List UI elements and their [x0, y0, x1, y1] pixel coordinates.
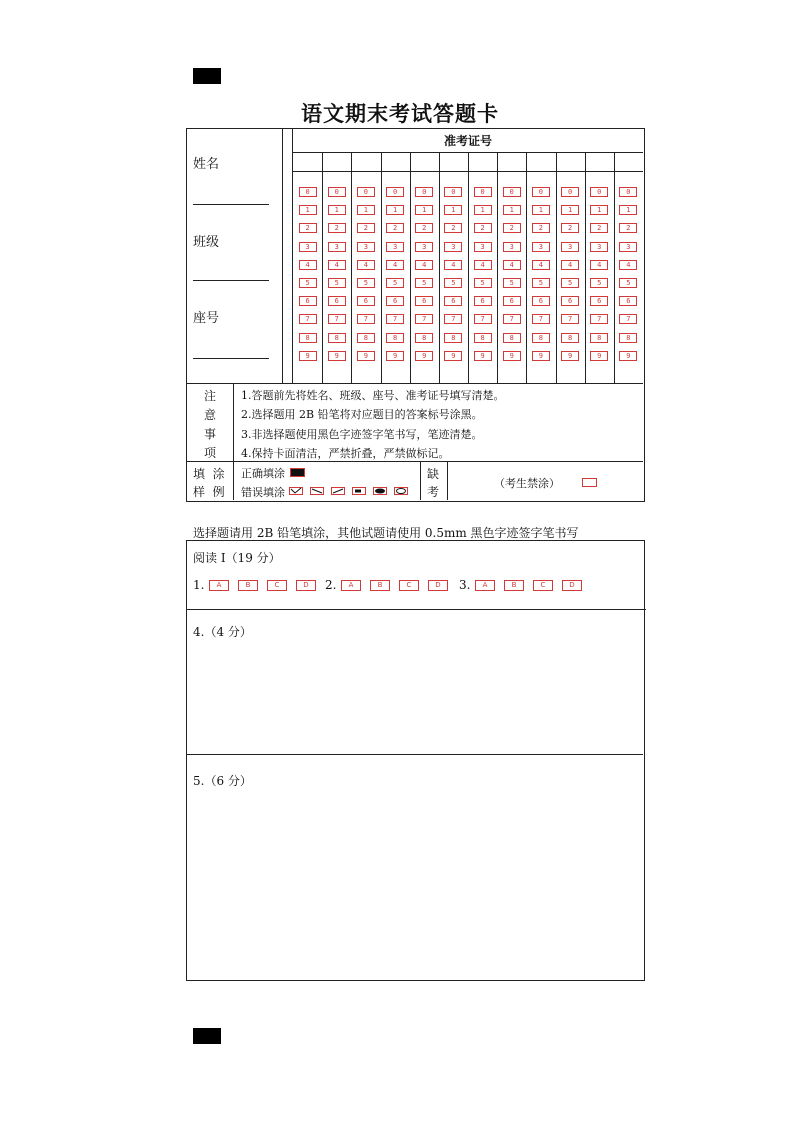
- absent-bubble[interactable]: [582, 478, 597, 487]
- exam-id-bubble[interactable]: 1: [386, 205, 404, 215]
- instruction-line: 选择题请用 2B 铅笔填涂，其他试题请使用 0.5mm 黑色字迹签字笔书写: [193, 526, 579, 540]
- fill-side-label-2: 样 例: [193, 485, 225, 499]
- exam-id-bubble[interactable]: 7: [590, 314, 608, 324]
- exam-id-bubble[interactable]: 4: [590, 260, 608, 270]
- exam-id-bubble[interactable]: 6: [503, 296, 521, 306]
- choice-bubble-b[interactable]: B: [238, 580, 258, 591]
- exam-id-bubble[interactable]: 5: [415, 278, 433, 288]
- exam-id-entry-box[interactable]: [615, 153, 642, 170]
- exam-id-bubble[interactable]: 0: [503, 187, 521, 197]
- exam-id-bubble[interactable]: 2: [328, 223, 346, 233]
- exam-id-bubble[interactable]: 0: [299, 187, 317, 197]
- exam-id-bubble[interactable]: 3: [415, 242, 433, 252]
- note-item-4: 4.保持卡面清洁，严禁折叠，严禁做标记。: [241, 447, 450, 460]
- wrong-fill-label: 错误填涂: [241, 486, 285, 499]
- exam-id-bubble[interactable]: 3: [299, 242, 317, 252]
- exam-id-bubble[interactable]: 6: [299, 296, 317, 306]
- exam-id-bubble[interactable]: 1: [415, 205, 433, 215]
- correct-fill-label: 正确填涂: [241, 467, 285, 480]
- exam-id-entry-box[interactable]: [323, 153, 350, 170]
- question-number: 3.: [459, 578, 471, 592]
- exam-id-bubble[interactable]: 5: [299, 278, 317, 288]
- exam-id-bubble[interactable]: 1: [590, 205, 608, 215]
- exam-id-bubble[interactable]: 7: [299, 314, 317, 324]
- exam-id-bubble[interactable]: 3: [386, 242, 404, 252]
- question-4-label: 4.（4 分）: [193, 625, 252, 639]
- exam-id-entry-box[interactable]: [498, 153, 525, 170]
- exam-id-bubble[interactable]: 5: [474, 278, 492, 288]
- exam-id-bubble[interactable]: 9: [474, 351, 492, 361]
- exam-id-bubble[interactable]: 6: [590, 296, 608, 306]
- exam-id-bubble[interactable]: 4: [619, 260, 637, 270]
- exam-id-bubble[interactable]: 1: [532, 205, 550, 215]
- fill-side-label-1: 填 涂: [193, 467, 225, 481]
- exam-id-bubble[interactable]: 1: [328, 205, 346, 215]
- exam-id-entry-box[interactable]: [382, 153, 409, 170]
- exam-id-bubble[interactable]: 6: [328, 296, 346, 306]
- exam-id-bubble[interactable]: 9: [619, 351, 637, 361]
- exam-id-bubble[interactable]: 8: [474, 333, 492, 343]
- exam-id-entry-box[interactable]: [586, 153, 613, 170]
- exam-id-bubble[interactable]: 5: [590, 278, 608, 288]
- exam-id-bubble[interactable]: 8: [386, 333, 404, 343]
- exam-id-bubble[interactable]: 0: [590, 187, 608, 197]
- exam-id-bubble[interactable]: 4: [532, 260, 550, 270]
- exam-id-bubble[interactable]: 5: [532, 278, 550, 288]
- exam-id-bubble[interactable]: 8: [619, 333, 637, 343]
- registration-marker-bottom: [193, 1028, 221, 1044]
- exam-id-bubble[interactable]: 9: [444, 351, 462, 361]
- exam-id-bubble[interactable]: 5: [561, 278, 579, 288]
- exam-id-bubble[interactable]: 3: [590, 242, 608, 252]
- choice-bubble-d[interactable]: D: [562, 580, 582, 591]
- choice-bubble-d[interactable]: D: [428, 580, 448, 591]
- choice-bubble-c[interactable]: C: [399, 580, 419, 591]
- notes-side-1: 注: [203, 389, 216, 403]
- exam-id-bubble[interactable]: 4: [328, 260, 346, 270]
- registration-marker-top: [193, 68, 221, 84]
- exam-id-bubble[interactable]: 7: [532, 314, 550, 324]
- exam-id-bubble[interactable]: 7: [561, 314, 579, 324]
- exam-id-bubble[interactable]: 6: [532, 296, 550, 306]
- exam-id-bubble[interactable]: 4: [444, 260, 462, 270]
- exam-id-bubble[interactable]: 3: [328, 242, 346, 252]
- exam-id-bubble[interactable]: 6: [561, 296, 579, 306]
- exam-id-bubble[interactable]: 8: [328, 333, 346, 343]
- exam-id-bubble[interactable]: 7: [415, 314, 433, 324]
- exam-id-bubble[interactable]: 1: [561, 205, 579, 215]
- exam-id-bubble[interactable]: 0: [474, 187, 492, 197]
- absent-note: （考生禁涂）: [494, 477, 560, 490]
- exam-id-bubble[interactable]: 8: [415, 333, 433, 343]
- notes-side-3: 事: [203, 427, 216, 441]
- class-field[interactable]: [193, 280, 269, 281]
- exam-id-bubble[interactable]: 4: [474, 260, 492, 270]
- exam-id-bubble[interactable]: 3: [561, 242, 579, 252]
- exam-id-bubble[interactable]: 2: [561, 223, 579, 233]
- notes-side-2: 意: [203, 408, 216, 422]
- section-title: 阅读 I（19 分）: [193, 551, 281, 565]
- note-item-2: 2.选择题用 2B 铅笔将对应题目的答案标号涂黑。: [241, 408, 483, 421]
- exam-id-bubble[interactable]: 9: [386, 351, 404, 361]
- exam-id-bubble[interactable]: 2: [503, 223, 521, 233]
- exam-id-bubble[interactable]: 3: [619, 242, 637, 252]
- question-4-answer-area[interactable]: [187, 640, 643, 753]
- exam-id-bubble[interactable]: 2: [444, 223, 462, 233]
- exam-id-bubble[interactable]: 9: [299, 351, 317, 361]
- exam-id-bubble[interactable]: 6: [474, 296, 492, 306]
- exam-id-bubble[interactable]: 3: [532, 242, 550, 252]
- question-5-label: 5.（6 分）: [193, 774, 252, 788]
- exam-id-bubble[interactable]: 5: [619, 278, 637, 288]
- page-title: 语文期末考试答题卡: [301, 102, 499, 126]
- exam-id-bubble[interactable]: 2: [474, 223, 492, 233]
- choice-bubble-a[interactable]: A: [341, 580, 361, 591]
- correct-fill-sample: [290, 468, 305, 477]
- exam-id-bubble[interactable]: 4: [561, 260, 579, 270]
- exam-id-bubble[interactable]: 1: [299, 205, 317, 215]
- exam-id-entry-box[interactable]: [527, 153, 554, 170]
- choice-bubble-a[interactable]: A: [209, 580, 229, 591]
- exam-id-bubble[interactable]: 1: [444, 205, 462, 215]
- exam-id-bubble[interactable]: 7: [357, 314, 375, 324]
- exam-id-bubble[interactable]: 3: [357, 242, 375, 252]
- exam-id-bubble[interactable]: 9: [415, 351, 433, 361]
- exam-id-bubble[interactable]: 2: [532, 223, 550, 233]
- question-5-answer-area[interactable]: [187, 790, 643, 978]
- exam-id-bubble[interactable]: 6: [415, 296, 433, 306]
- exam-id-bubble[interactable]: 8: [532, 333, 550, 343]
- question-number: 2.: [325, 578, 337, 592]
- exam-id-bubble[interactable]: 3: [503, 242, 521, 252]
- exam-id-bubble[interactable]: 8: [590, 333, 608, 343]
- exam-id-bubble[interactable]: 6: [357, 296, 375, 306]
- question-number: 1.: [193, 578, 205, 592]
- exam-id-bubble[interactable]: 8: [503, 333, 521, 343]
- choice-bubble-c[interactable]: C: [533, 580, 553, 591]
- exam-id-bubble[interactable]: 7: [503, 314, 521, 324]
- wrong-fill-samples: [289, 486, 411, 498]
- exam-id-bubble[interactable]: 0: [561, 187, 579, 197]
- exam-id-bubble[interactable]: 1: [503, 205, 521, 215]
- exam-id-bubble[interactable]: 9: [328, 351, 346, 361]
- exam-id-bubble[interactable]: 4: [299, 260, 317, 270]
- seat-label: 座号: [193, 311, 220, 326]
- choice-bubble-d[interactable]: D: [296, 580, 316, 591]
- exam-id-bubble[interactable]: 5: [444, 278, 462, 288]
- exam-id-bubble[interactable]: 0: [619, 187, 637, 197]
- exam-id-bubble[interactable]: 0: [328, 187, 346, 197]
- absent-label-2: 考: [427, 485, 440, 499]
- exam-id-bubble[interactable]: 3: [444, 242, 462, 252]
- exam-id-bubble[interactable]: 0: [532, 187, 550, 197]
- note-item-3: 3.非选择题使用黑色字迹签字笔书写，笔迹清楚。: [241, 428, 483, 441]
- exam-id-bubble[interactable]: 0: [357, 187, 375, 197]
- exam-id-bubble[interactable]: 2: [415, 223, 433, 233]
- exam-id-bubble[interactable]: 8: [357, 333, 375, 343]
- exam-id-bubble[interactable]: 9: [590, 351, 608, 361]
- exam-id-bubble[interactable]: 1: [357, 205, 375, 215]
- choice-bubble-b[interactable]: B: [370, 580, 390, 591]
- exam-id-bubble[interactable]: 8: [444, 333, 462, 343]
- exam-id-bubble[interactable]: 2: [619, 223, 637, 233]
- exam-id-bubble[interactable]: 7: [619, 314, 637, 324]
- exam-id-bubble[interactable]: 0: [386, 187, 404, 197]
- seat-field[interactable]: [193, 358, 269, 359]
- exam-id-bubble[interactable]: 2: [299, 223, 317, 233]
- exam-id-bubble[interactable]: 2: [357, 223, 375, 233]
- exam-id-entry-box[interactable]: [411, 153, 438, 170]
- exam-id-bubble[interactable]: 4: [386, 260, 404, 270]
- choice-bubble-a[interactable]: A: [475, 580, 495, 591]
- absent-label-1: 缺: [427, 467, 440, 481]
- class-label: 班级: [193, 235, 220, 250]
- exam-id-entry-box[interactable]: [440, 153, 467, 170]
- exam-id-bubble[interactable]: 0: [444, 187, 462, 197]
- exam-id-entry-box[interactable]: [352, 153, 379, 170]
- choice-bubble-c[interactable]: C: [267, 580, 287, 591]
- exam-id-header: 准考证号: [443, 134, 492, 148]
- exam-id-bubble[interactable]: 4: [503, 260, 521, 270]
- exam-id-entry-box[interactable]: [294, 153, 321, 170]
- exam-id-bubble[interactable]: 4: [357, 260, 375, 270]
- exam-id-bubble[interactable]: 6: [619, 296, 637, 306]
- exam-id-bubble[interactable]: 9: [357, 351, 375, 361]
- exam-id-entry-box[interactable]: [557, 153, 584, 170]
- exam-id-bubble[interactable]: 7: [328, 314, 346, 324]
- exam-id-bubble[interactable]: 6: [444, 296, 462, 306]
- exam-id-bubble[interactable]: 5: [357, 278, 375, 288]
- exam-id-bubble[interactable]: 6: [386, 296, 404, 306]
- exam-id-bubble[interactable]: 2: [386, 223, 404, 233]
- exam-id-bubble[interactable]: 9: [503, 351, 521, 361]
- exam-id-bubble[interactable]: 3: [474, 242, 492, 252]
- exam-id-bubble[interactable]: 7: [386, 314, 404, 324]
- exam-id-bubble[interactable]: 7: [444, 314, 462, 324]
- choice-bubble-b[interactable]: B: [504, 580, 524, 591]
- exam-id-bubble[interactable]: 9: [561, 351, 579, 361]
- exam-id-bubble[interactable]: 1: [619, 205, 637, 215]
- exam-id-bubble[interactable]: 2: [590, 223, 608, 233]
- exam-id-bubble[interactable]: 9: [532, 351, 550, 361]
- name-field[interactable]: [193, 204, 269, 205]
- exam-id-bubble[interactable]: 4: [415, 260, 433, 270]
- name-label: 姓名: [193, 157, 220, 172]
- note-item-1: 1.答题前先将姓名、班级、座号、准考证号填写清楚。: [241, 389, 505, 402]
- exam-id-entry-box[interactable]: [469, 153, 496, 170]
- exam-id-bubble[interactable]: 1: [474, 205, 492, 215]
- exam-id-bubble[interactable]: 7: [474, 314, 492, 324]
- exam-id-bubble[interactable]: 5: [386, 278, 404, 288]
- exam-id-bubble[interactable]: 8: [299, 333, 317, 343]
- exam-id-bubble[interactable]: 0: [415, 187, 433, 197]
- exam-id-bubble[interactable]: 5: [503, 278, 521, 288]
- exam-id-bubble[interactable]: 5: [328, 278, 346, 288]
- exam-id-bubble[interactable]: 8: [561, 333, 579, 343]
- notes-side-4: 项: [203, 446, 216, 460]
